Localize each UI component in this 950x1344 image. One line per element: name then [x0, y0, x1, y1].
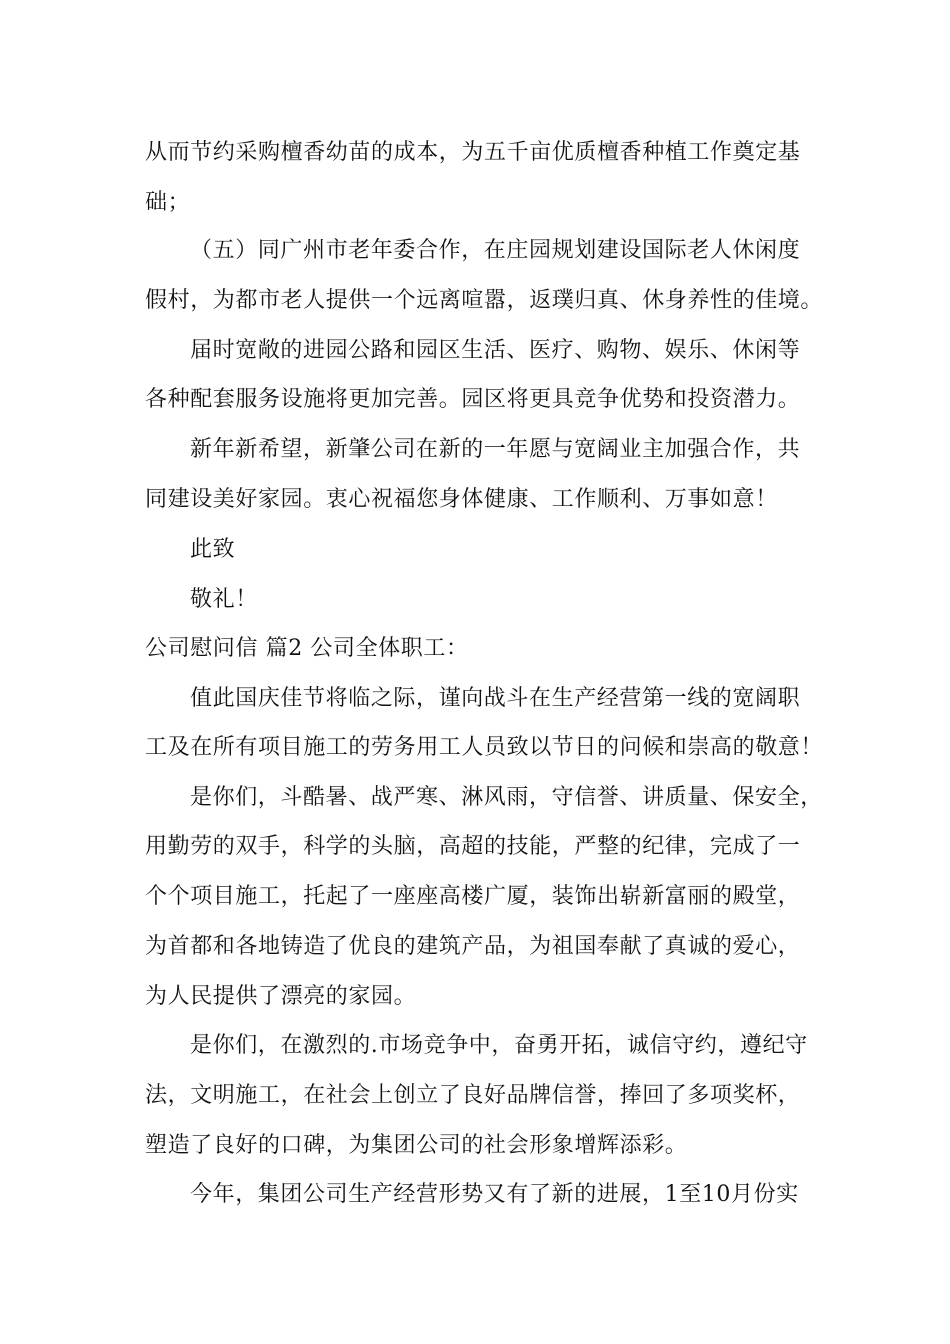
text-line: 此致 — [190, 537, 236, 562]
text-line: 今年，集团公司生产经营形势又有了新的进展，1至10月份实 — [190, 1182, 799, 1207]
text-line: 塑造了良好的口碑，为集团公司的社会形象增辉添彩。 — [145, 1133, 688, 1158]
text-line: 是你们，在激烈的.市场竞争中，奋勇开拓，诚信守约，遵纪守 — [190, 1033, 808, 1058]
text-line: 为首都和各地铸造了优良的建筑产品，为祖国奉献了真诚的爱心， — [145, 934, 801, 959]
text-line: 届时宽敞的进园公路和园区生活、医疗、购物、娱乐、休闲等 — [190, 338, 801, 363]
text-line: 新年新希望，新肇公司在新的一年愿与宽阔业主加强合作，共 — [190, 437, 801, 462]
text-line: 是你们，斗酷暑、战严寒、淋风雨，守信誉、讲质量、保安全， — [190, 785, 823, 810]
text-line: 为人民提供了漂亮的家园。 — [145, 984, 417, 1009]
section-heading: 公司慰问信 篇2 公司全体职工： — [145, 636, 469, 661]
text-line: 同建设美好家园。衷心祝福您身体健康、工作顺利、万事如意！ — [145, 487, 778, 512]
text-line: 各种配套服务设施将更加完善。园区将更具竞争优势和投资潜力。 — [145, 387, 801, 412]
text-line: 个个项目施工，托起了一座座高楼广厦，装饰出崭新富丽的殿堂， — [145, 884, 801, 909]
text-line: 础； — [145, 190, 191, 215]
text-line: 假村，为都市老人提供一个远离喧嚣，返璞归真、休身养性的佳境。 — [145, 288, 824, 313]
text-line: 用勤劳的双手，科学的头脑，高超的技能，严整的纪律，完成了一 — [145, 834, 801, 859]
text-line: 法，文明施工，在社会上创立了良好品牌信誉，捧回了多项奖杯， — [145, 1083, 801, 1108]
text-line: 从而节约采购檀香幼苗的成本，为五千亩优质檀香种植工作奠定基 — [145, 140, 801, 165]
text-line: 敬礼！ — [190, 587, 258, 612]
text-line: 值此国庆佳节将临之际，谨向战斗在生产经营第一线的宽阔职 — [190, 686, 801, 711]
text-line: （五）同广州市老年委合作，在庄园规划建设国际老人休闲度 — [190, 238, 801, 263]
text-line: 工及在所有项目施工的劳务用工人员致以节日的问候和崇高的敬意！ — [145, 735, 824, 760]
